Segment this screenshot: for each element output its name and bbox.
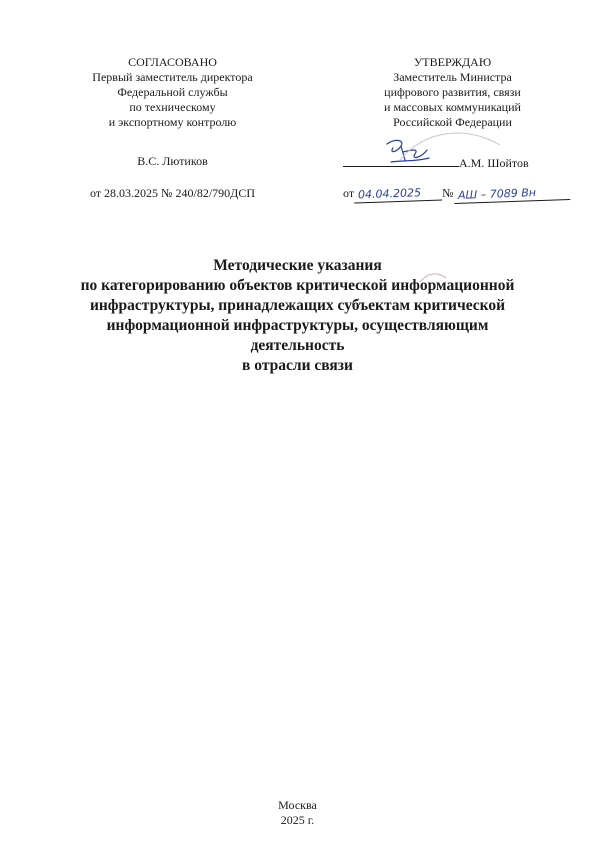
approval-left-date-reg: от 28.03.2025 № 240/82/790ДСП [89, 186, 256, 200]
handwritten-reg-number: АШ – 7089 Вн [453, 184, 569, 204]
city: Москва [278, 798, 317, 812]
signature-line [343, 154, 459, 167]
title-line: деятельность [250, 337, 345, 354]
approval-left-signer: В.С. Лютиков [137, 154, 208, 168]
year: 2025 г. [280, 813, 315, 827]
approval-right-position-line: Заместитель Министра [393, 70, 512, 84]
approval-left-position-line: Федеральной службы [117, 85, 228, 99]
approval-right-date-reg-row [343, 186, 565, 202]
approval-right-signer-row [343, 154, 565, 171]
approval-right-signer: А.М. Шойтов [459, 156, 529, 170]
title-line: в отрасли связи [242, 357, 353, 374]
approval-left-position-line: по техническому [129, 100, 216, 114]
title-line: информационной инфраструктуры, осуществляющим [106, 317, 489, 334]
number-prefix: № [442, 186, 454, 200]
title-line: Методические указания [213, 257, 382, 274]
title-line: по категорированию объектов критической информационной [80, 277, 515, 294]
date-prefix: от [343, 186, 355, 200]
approval-right-position-line: и массовых коммуникаций [384, 100, 521, 114]
approval-left-heading: СОГЛАСОВАНО [128, 55, 217, 69]
place-and-year [0, 798, 595, 828]
document-title [30, 256, 565, 376]
approval-block-left [70, 55, 275, 130]
title-line: инфраструктуры, принадлежащих субъектам критической [89, 297, 506, 314]
approval-block-right [345, 55, 560, 130]
approval-right-heading: УТВЕРЖДАЮ [413, 55, 492, 69]
approval-right-position-line: Российской Федерации [393, 115, 512, 129]
approval-left-position-line: Первый заместитель директора [92, 70, 253, 84]
handwritten-date: 04.04.2025 [354, 184, 443, 203]
approval-left-position-line: и экспортному контролю [108, 115, 237, 129]
approval-right-position-line: цифрового развития, связи [384, 85, 521, 99]
handwritten-signature-icon [383, 136, 433, 168]
